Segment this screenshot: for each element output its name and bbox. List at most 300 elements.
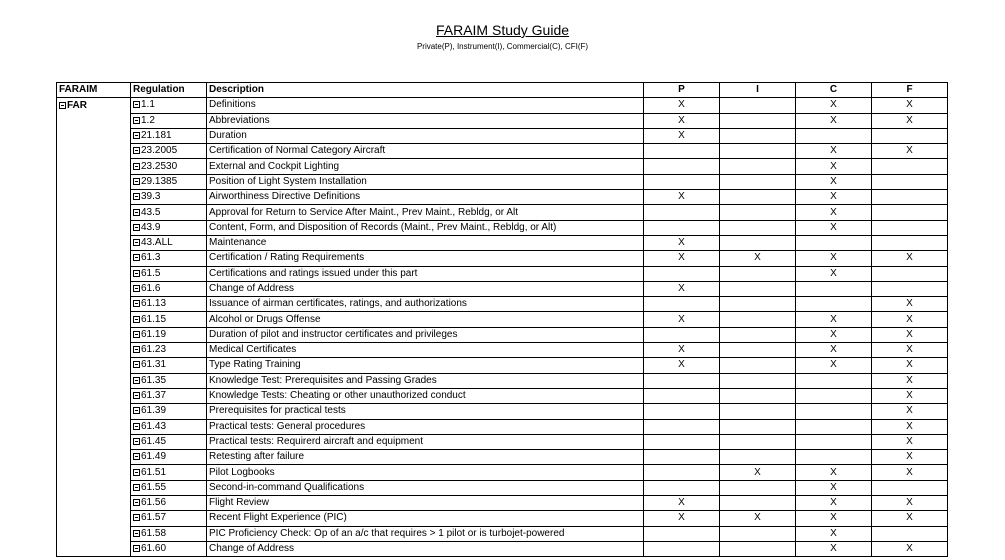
regulation-cell <box>131 266 207 281</box>
regulation-label: 21.181 <box>141 130 172 142</box>
mark-cell-f: X <box>872 312 948 327</box>
mark-cell-c: X <box>796 251 872 266</box>
description-cell: Approval for Return to Service After Maint., Prev Maint., Rebldg, or Alt <box>207 205 644 220</box>
mark-cell-i <box>720 496 796 511</box>
mark-cell-c <box>796 434 872 449</box>
collapse-toggle-icon[interactable] <box>59 102 66 109</box>
faraim-cell <box>57 220 131 235</box>
mark-cell-f: X <box>872 465 948 480</box>
regulation-cell <box>131 388 207 403</box>
mark-cell-p: X <box>644 358 720 373</box>
mark-cell-i <box>720 98 796 113</box>
mark-cell-c: X <box>796 113 872 128</box>
faraim-cell <box>57 496 131 511</box>
description-cell: Knowledge Tests: Cheating or other unauthorized conduct <box>207 388 644 403</box>
column-header-description[interactable]: Description <box>207 83 644 98</box>
mark-cell-p <box>644 465 720 480</box>
mark-cell-p <box>644 541 720 556</box>
mark-cell-c <box>796 281 872 296</box>
regulation-cell <box>131 511 207 526</box>
regulation-cell <box>131 480 207 495</box>
faraim-cell <box>57 541 131 556</box>
description-cell: Duration of pilot and instructor certificates and privileges <box>207 327 644 342</box>
mark-cell-c <box>796 128 872 143</box>
mark-cell-c: X <box>796 496 872 511</box>
description-cell: Duration <box>207 128 644 143</box>
mark-cell-c: X <box>796 358 872 373</box>
description-cell: Pilot Logbooks <box>207 465 644 480</box>
mark-cell-i: X <box>720 465 796 480</box>
faraim-cell <box>57 373 131 388</box>
table-row <box>57 235 948 250</box>
mark-cell-p <box>644 159 720 174</box>
mark-cell-f <box>872 190 948 205</box>
mark-cell-i <box>720 220 796 235</box>
faraim-cell <box>57 174 131 189</box>
mark-cell-c: X <box>796 174 872 189</box>
table-row <box>57 205 948 220</box>
collapse-toggle-icon[interactable] <box>133 178 140 185</box>
mark-cell-c <box>796 388 872 403</box>
mark-cell-p: X <box>644 496 720 511</box>
collapse-toggle-icon[interactable] <box>133 392 140 399</box>
mark-cell-i <box>720 174 796 189</box>
regulation-label: 61.56 <box>141 497 167 509</box>
study-guide-table <box>56 82 948 557</box>
page-subtitle: Private(P), Instrument(I), Commercial(C), CFI(F) <box>416 42 589 51</box>
regulation-cell <box>131 281 207 296</box>
description-cell: External and Cockpit Lighting <box>207 159 644 174</box>
mark-cell-p: X <box>644 235 720 250</box>
mark-cell-f <box>872 205 948 220</box>
table-row <box>57 404 948 419</box>
table-row <box>57 343 948 358</box>
collapse-toggle-icon[interactable] <box>133 300 140 307</box>
mark-cell-i <box>720 434 796 449</box>
regulation-label: 61.57 <box>141 512 167 524</box>
description-cell: Change of Address <box>207 281 644 296</box>
table-body <box>57 98 948 557</box>
description-cell: Certification / Rating Requirements <box>207 251 644 266</box>
regulation-label: 61.37 <box>141 390 167 402</box>
table-row <box>57 419 948 434</box>
collapse-toggle-icon[interactable] <box>133 469 140 476</box>
table-row <box>57 266 948 281</box>
regulation-label: 43.9 <box>141 221 161 233</box>
collapse-toggle-icon[interactable] <box>133 147 140 154</box>
description-cell: Certifications and ratings issued under this part <box>207 266 644 281</box>
table-row <box>57 159 948 174</box>
description-cell: Type Rating Training <box>207 358 644 373</box>
regulation-label: 43.5 <box>141 206 161 218</box>
description-cell: Practical tests: General procedures <box>207 419 644 434</box>
mark-cell-p <box>644 174 720 189</box>
mark-cell-f <box>872 266 948 281</box>
description-cell: Prerequisites for practical tests <box>207 404 644 419</box>
mark-cell-f: X <box>872 297 948 312</box>
collapse-toggle-icon[interactable] <box>133 209 140 216</box>
regulation-cell <box>131 220 207 235</box>
faraim-cell <box>57 128 131 143</box>
mark-cell-f <box>872 159 948 174</box>
description-cell: Practical tests: Requirerd aircraft and equipment <box>207 434 644 449</box>
mark-cell-i <box>720 281 796 296</box>
faraim-cell <box>57 251 131 266</box>
mark-cell-i <box>720 480 796 495</box>
collapse-toggle-icon[interactable] <box>133 346 140 353</box>
collapse-toggle-icon[interactable] <box>133 224 140 231</box>
table-row <box>57 281 948 296</box>
mark-cell-f <box>872 128 948 143</box>
description-cell: Recent Flight Experience (PIC) <box>207 511 644 526</box>
mark-cell-p: X <box>644 251 720 266</box>
mark-cell-p <box>644 450 720 465</box>
mark-cell-c: X <box>796 343 872 358</box>
regulation-cell <box>131 128 207 143</box>
mark-cell-i <box>720 541 796 556</box>
regulation-label: 1.1 <box>141 99 155 111</box>
description-cell: Change of Address <box>207 541 644 556</box>
regulation-label: 29.1385 <box>141 175 178 187</box>
mark-cell-f: X <box>872 144 948 159</box>
regulation-cell <box>131 373 207 388</box>
mark-cell-p <box>644 480 720 495</box>
description-cell: Retesting after failure <box>207 450 644 465</box>
regulation-cell <box>131 419 207 434</box>
faraim-cell <box>57 419 131 434</box>
mark-cell-c: X <box>796 526 872 541</box>
mark-cell-f: X <box>872 511 948 526</box>
mark-cell-c: X <box>796 220 872 235</box>
mark-cell-i <box>720 419 796 434</box>
faraim-cell <box>57 190 131 205</box>
table-row <box>57 174 948 189</box>
regulation-cell <box>131 190 207 205</box>
regulation-label: 61.5 <box>141 267 161 279</box>
mark-cell-i <box>720 144 796 159</box>
mark-cell-i <box>720 266 796 281</box>
faraim-cell <box>57 480 131 495</box>
regulation-cell <box>131 159 207 174</box>
description-cell: Airworthiness Directive Definitions <box>207 190 644 205</box>
mark-cell-i <box>720 113 796 128</box>
column-header-regulation[interactable]: Regulation <box>131 83 207 98</box>
mark-cell-i <box>720 128 796 143</box>
mark-cell-f: X <box>872 113 948 128</box>
regulation-cell <box>131 541 207 556</box>
mark-cell-i: X <box>720 511 796 526</box>
mark-cell-p: X <box>644 312 720 327</box>
mark-cell-i <box>720 312 796 327</box>
mark-cell-c: X <box>796 312 872 327</box>
column-header-p[interactable]: P <box>644 83 720 98</box>
description-cell: Definitions <box>207 98 644 113</box>
mark-cell-f <box>872 174 948 189</box>
mark-cell-i <box>720 205 796 220</box>
mark-cell-i <box>720 297 796 312</box>
regulation-label: 61.55 <box>141 481 167 493</box>
regulation-cell <box>131 174 207 189</box>
regulation-label: 61.58 <box>141 527 167 539</box>
table-row <box>57 526 948 541</box>
regulation-cell <box>131 297 207 312</box>
faraim-cell <box>57 358 131 373</box>
table-row <box>57 480 948 495</box>
table-row <box>57 465 948 480</box>
mark-cell-i <box>720 343 796 358</box>
collapse-toggle-icon[interactable] <box>133 453 140 460</box>
faraim-cell <box>57 205 131 220</box>
mark-cell-i <box>720 159 796 174</box>
mark-cell-p <box>644 434 720 449</box>
regulation-label: 61.39 <box>141 405 167 417</box>
faraim-cell <box>57 266 131 281</box>
regulation-cell <box>131 496 207 511</box>
mark-cell-f: X <box>872 343 948 358</box>
faraim-cell <box>57 327 131 342</box>
collapse-toggle-icon[interactable] <box>133 407 140 414</box>
collapse-toggle-icon[interactable] <box>133 377 140 384</box>
mark-cell-c: X <box>796 327 872 342</box>
regulation-cell <box>131 465 207 480</box>
mark-cell-c: X <box>796 144 872 159</box>
mark-cell-f: X <box>872 98 948 113</box>
mark-cell-f: X <box>872 450 948 465</box>
table-row <box>57 373 948 388</box>
mark-cell-p: X <box>644 190 720 205</box>
collapse-toggle-icon[interactable] <box>133 132 140 139</box>
mark-cell-c: X <box>796 511 872 526</box>
regulation-label: 61.13 <box>141 298 167 310</box>
mark-cell-i <box>720 327 796 342</box>
regulation-cell <box>131 450 207 465</box>
faraim-cell <box>57 144 131 159</box>
mark-cell-p <box>644 419 720 434</box>
column-header-f[interactable]: F <box>872 83 948 98</box>
mark-cell-p: X <box>644 281 720 296</box>
mark-cell-c: X <box>796 159 872 174</box>
column-header-c[interactable]: C <box>796 83 872 98</box>
regulation-label: 61.60 <box>141 543 167 555</box>
mark-cell-c <box>796 297 872 312</box>
mark-cell-i <box>720 388 796 403</box>
mark-cell-p <box>644 205 720 220</box>
regulation-label: 61.43 <box>141 420 167 432</box>
mark-cell-f: X <box>872 251 948 266</box>
description-cell: Alcohol or Drugs Offense <box>207 312 644 327</box>
regulation-label: 61.31 <box>141 359 167 371</box>
regulation-label: 61.35 <box>141 374 167 386</box>
collapse-toggle-icon[interactable] <box>133 545 140 552</box>
mark-cell-c <box>796 373 872 388</box>
table-row <box>57 128 948 143</box>
mark-cell-c: X <box>796 98 872 113</box>
mark-cell-f <box>872 220 948 235</box>
mark-cell-i <box>720 450 796 465</box>
regulation-cell <box>131 343 207 358</box>
mark-cell-p <box>644 266 720 281</box>
mark-cell-p <box>644 388 720 403</box>
mark-cell-f <box>872 235 948 250</box>
description-cell: Position of Light System Installation <box>207 174 644 189</box>
collapse-toggle-icon[interactable] <box>133 254 140 261</box>
regulation-label: 61.49 <box>141 451 167 463</box>
mark-cell-c: X <box>796 190 872 205</box>
regulation-cell <box>131 404 207 419</box>
faraim-cell <box>57 526 131 541</box>
faraim-cell <box>57 297 131 312</box>
collapse-toggle-icon[interactable] <box>133 270 140 277</box>
description-cell: Medical Certificates <box>207 343 644 358</box>
mark-cell-c: X <box>796 465 872 480</box>
table-header-row <box>57 83 948 98</box>
regulation-label: 1.2 <box>141 114 155 126</box>
mark-cell-f: X <box>872 404 948 419</box>
table-row <box>57 388 948 403</box>
regulation-cell <box>131 312 207 327</box>
description-cell: PIC Proficiency Check: Op of an a/c that requires > 1 pilot or is turbojet-powered <box>207 526 644 541</box>
regulation-cell <box>131 98 207 113</box>
collapse-toggle-icon[interactable] <box>133 514 140 521</box>
regulation-label: 61.45 <box>141 435 167 447</box>
regulation-cell <box>131 144 207 159</box>
collapse-toggle-icon[interactable] <box>133 239 140 246</box>
regulation-cell <box>131 358 207 373</box>
description-cell: Second-in-command Qualifications <box>207 480 644 495</box>
regulation-cell <box>131 205 207 220</box>
regulation-label: 61.15 <box>141 313 167 325</box>
mark-cell-i: X <box>720 251 796 266</box>
regulation-label: 61.19 <box>141 328 167 340</box>
mark-cell-i <box>720 404 796 419</box>
mark-cell-c: X <box>796 266 872 281</box>
collapse-toggle-icon[interactable] <box>133 499 140 506</box>
mark-cell-c: X <box>796 541 872 556</box>
regulation-cell <box>131 251 207 266</box>
regulation-cell <box>131 434 207 449</box>
table-row <box>57 190 948 205</box>
mark-cell-f: X <box>872 388 948 403</box>
faraim-cell <box>57 235 131 250</box>
mark-cell-i <box>720 358 796 373</box>
table-row <box>57 144 948 159</box>
faraim-cell <box>57 450 131 465</box>
mark-cell-p: X <box>644 98 720 113</box>
mark-cell-c: X <box>796 480 872 495</box>
collapse-toggle-icon[interactable] <box>133 484 140 491</box>
collapse-toggle-icon[interactable] <box>133 361 140 368</box>
regulation-label: 61.3 <box>141 252 161 264</box>
table-row <box>57 113 948 128</box>
collapse-toggle-icon[interactable] <box>133 193 140 200</box>
collapse-toggle-icon[interactable] <box>133 163 140 170</box>
faraim-cell <box>57 98 131 113</box>
group-label: FAR <box>67 99 87 111</box>
table-row <box>57 450 948 465</box>
faraim-cell <box>57 312 131 327</box>
collapse-toggle-icon[interactable] <box>133 438 140 445</box>
mark-cell-i <box>720 190 796 205</box>
collapse-toggle-icon[interactable] <box>133 285 140 292</box>
regulation-cell <box>131 526 207 541</box>
mark-cell-p: X <box>644 113 720 128</box>
faraim-cell <box>57 281 131 296</box>
table-row <box>57 297 948 312</box>
table-row <box>57 220 948 235</box>
table-row <box>57 251 948 266</box>
faraim-cell <box>57 511 131 526</box>
faraim-cell <box>57 113 131 128</box>
regulation-label: 61.6 <box>141 283 161 294</box>
regulation-cell <box>131 327 207 342</box>
regulation-label: 43.ALL <box>141 237 173 249</box>
regulation-cell <box>131 235 207 250</box>
mark-cell-c <box>796 450 872 465</box>
mark-cell-c <box>796 419 872 434</box>
description-cell: Issuance of airman certificates, ratings, and authorizations <box>207 297 644 312</box>
table-row <box>57 98 948 113</box>
mark-cell-f: X <box>872 496 948 511</box>
mark-cell-p <box>644 327 720 342</box>
faraim-cell <box>57 343 131 358</box>
collapse-toggle-icon[interactable] <box>133 101 140 108</box>
table-row <box>57 541 948 556</box>
mark-cell-p <box>644 526 720 541</box>
mark-cell-c: X <box>796 205 872 220</box>
column-header-i[interactable]: I <box>720 83 796 98</box>
faraim-cell <box>57 388 131 403</box>
mark-cell-p <box>644 144 720 159</box>
description-cell: Flight Review <box>207 496 644 511</box>
mark-cell-c <box>796 235 872 250</box>
mark-cell-i <box>720 235 796 250</box>
mark-cell-i <box>720 526 796 541</box>
mark-cell-f <box>872 281 948 296</box>
collapse-toggle-icon[interactable] <box>133 331 140 338</box>
mark-cell-f: X <box>872 327 948 342</box>
column-header-faraim[interactable]: FARAIM <box>57 83 131 98</box>
description-cell: Content, Form, and Disposition of Records (Maint., Prev Maint., Rebldg, or Alt) <box>207 220 644 235</box>
description-cell: Knowledge Test: Prerequisites and Passing Grades <box>207 373 644 388</box>
table-row <box>57 434 948 449</box>
mark-cell-i <box>720 373 796 388</box>
mark-cell-f: X <box>872 434 948 449</box>
mark-cell-p <box>644 297 720 312</box>
mark-cell-f: X <box>872 541 948 556</box>
table-row <box>57 358 948 373</box>
mark-cell-f <box>872 526 948 541</box>
table-row <box>57 511 948 526</box>
faraim-cell <box>57 159 131 174</box>
collapse-toggle-icon[interactable] <box>133 117 140 124</box>
mark-cell-c <box>796 404 872 419</box>
mark-cell-p: X <box>644 128 720 143</box>
collapse-toggle-icon[interactable] <box>133 316 140 323</box>
regulation-cell <box>131 113 207 128</box>
table-row <box>57 327 948 342</box>
mark-cell-p <box>644 404 720 419</box>
faraim-cell <box>57 434 131 449</box>
collapse-toggle-icon[interactable] <box>133 423 140 430</box>
table-row <box>57 496 948 511</box>
mark-cell-p: X <box>644 343 720 358</box>
collapse-toggle-icon[interactable] <box>133 530 140 537</box>
description-cell: Maintenance <box>207 235 644 250</box>
regulation-label: 23.2530 <box>141 160 178 172</box>
description-cell: Abbreviations <box>207 113 644 128</box>
mark-cell-p <box>644 220 720 235</box>
faraim-cell <box>57 465 131 480</box>
